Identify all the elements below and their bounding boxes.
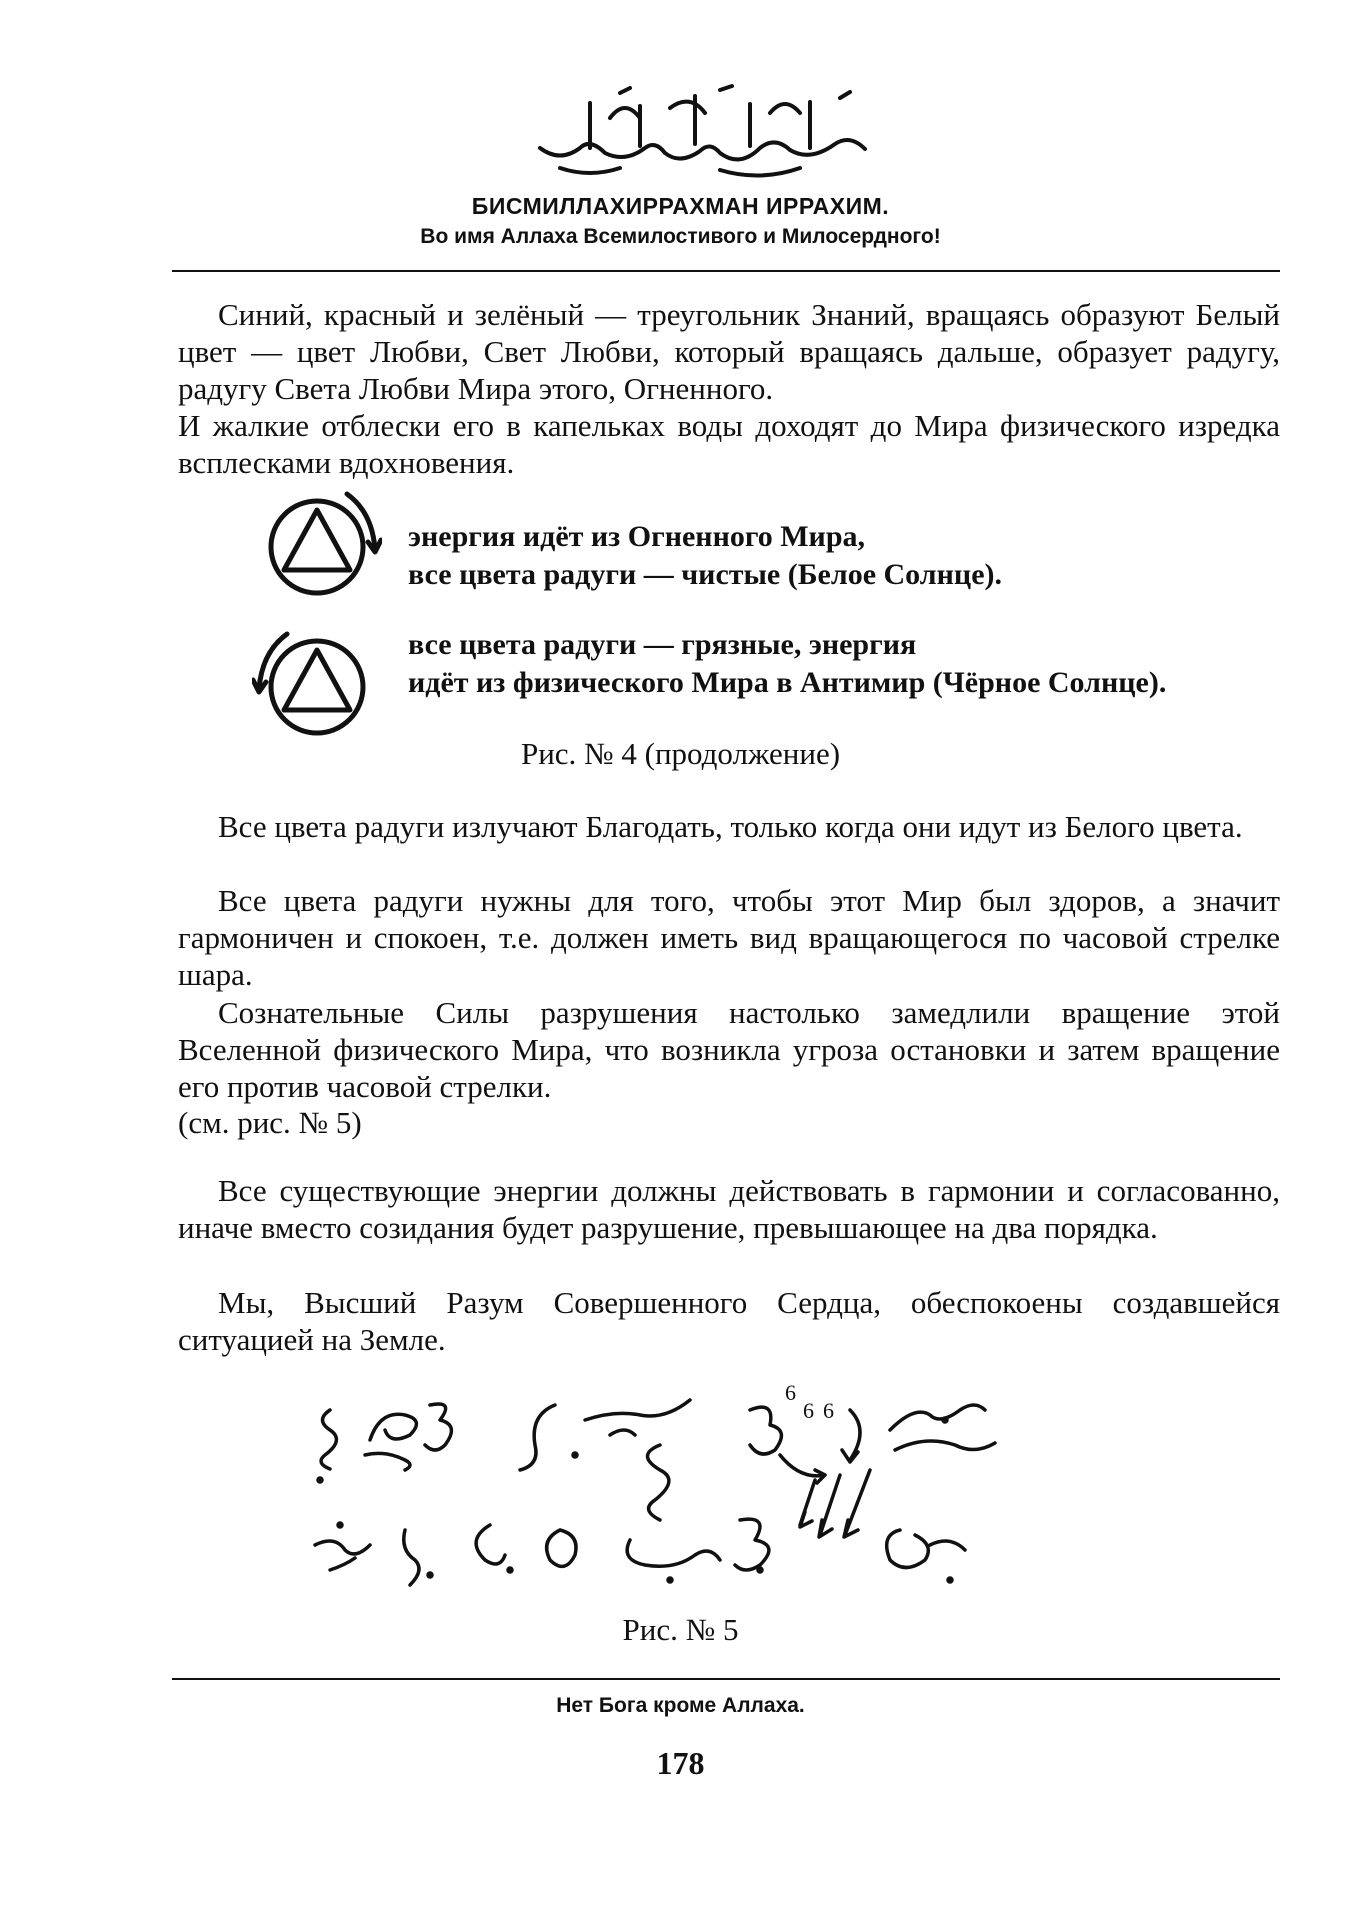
body-paragraph: (см. рис. № 5) bbox=[178, 1105, 362, 1140]
figure4-item1-line1: энергия идёт из Огненного Мира, bbox=[408, 520, 866, 553]
footer-divider bbox=[172, 1678, 1280, 1680]
body-paragraph: Все цвета радуги излучают Благодать, только когда они идут из Белого цвета. bbox=[218, 809, 1243, 844]
figure4-caption: Рис. № 4 (продолжение) bbox=[520, 736, 841, 771]
body-paragraph: Мы, Высший Разум Совершенного Сердца, обеспокоены создавшейся ситуацией на Земле. bbox=[178, 1285, 1280, 1357]
counterclockwise-circle-triangle-icon bbox=[252, 622, 372, 742]
svg-text:6: 6 bbox=[803, 1398, 814, 1423]
arabic-calligraphy bbox=[520, 78, 920, 188]
figure4-item1-line2: все цвета радуги — чистые (Белое Солнце). bbox=[408, 558, 1002, 591]
clockwise-circle-triangle-icon bbox=[262, 482, 382, 602]
figure4-item2-line1: все цвета радуги — грязные, энергия bbox=[408, 628, 917, 661]
body-paragraph: Сознательные Силы разрушения настолько замедлили вращение этой Вселенной физического Мира, что возникла угроза остановки и затем вращение его против часовой стрелки. bbox=[178, 995, 1280, 1104]
body-paragraph: Все существующие энергии должны действовать в гармонии и согласованно, иначе вместо созидания будет разрушение, превышающее на два порядка. bbox=[178, 1173, 1280, 1245]
body-paragraph: Синий, красный и зелёный — треугольник Знаний, вращаясь образуют Белый цвет — цвет Любви, Свет Любви, который вращаясь дальше, образует радугу, радугу Света Любви Мира этого, Огненного. bbox=[178, 297, 1280, 406]
header-divider bbox=[172, 270, 1280, 272]
page-number: 178 bbox=[656, 1745, 705, 1781]
footer-text: Нет Бога кроме Аллаха. bbox=[556, 1694, 805, 1717]
svg-text:6: 6 bbox=[823, 1398, 834, 1423]
body-paragraph: И жалкие отблески его в капельках воды доходят до Мира физического изредка всплесками вдохновения. bbox=[178, 408, 1280, 480]
header-subtitle: Во имя Аллаха Всемилостивого и Милосердного! bbox=[420, 225, 941, 248]
body-paragraph: Все цвета радуги нужны для того, чтобы этот Мир был здоров, а значит гармоничен и спокоен, т.е. должен иметь вид вращающегося по часовой стрелке шара. bbox=[178, 883, 1280, 992]
figure4-item2-line2: идёт из физического Мира в Антимир (Чёрное Солнце). bbox=[408, 666, 1167, 699]
header-title: БИСМИЛЛАХИРРАХМАН ИРРАХИМ. bbox=[471, 193, 890, 219]
handwritten-script-figure bbox=[310, 1380, 1180, 1590]
figure5-caption: Рис. № 5 bbox=[622, 1612, 739, 1647]
svg-text:6: 6 bbox=[785, 1380, 796, 1405]
